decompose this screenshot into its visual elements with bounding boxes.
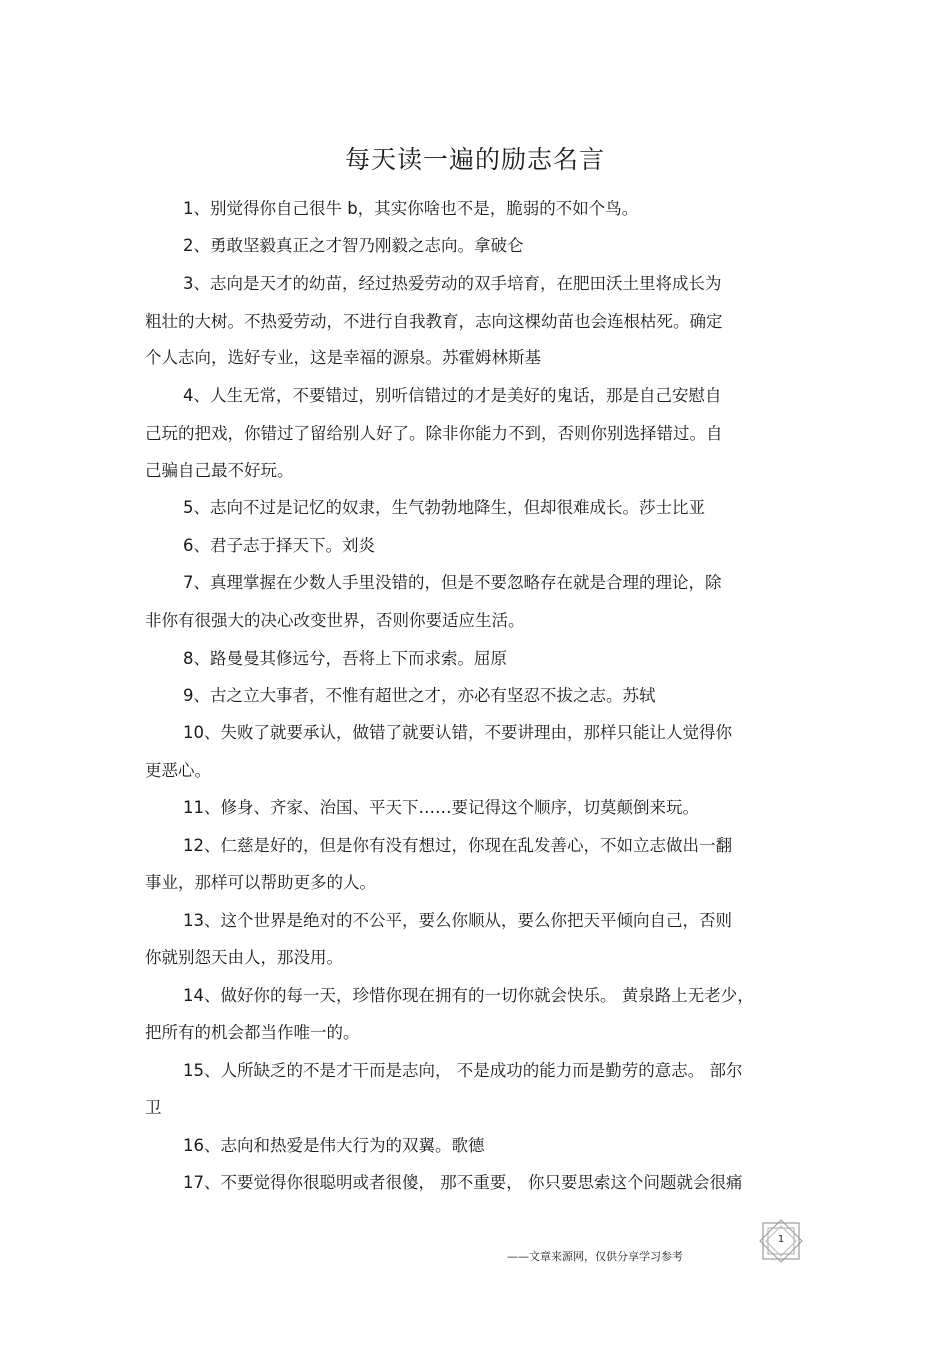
paragraph-10-line-2: 更恶心。 — [145, 761, 211, 780]
paragraph-14-line-2: 把所有的机会都当作唯一的。 — [145, 1023, 360, 1042]
paragraph-2-line-1: 2、勇敢坚毅真正之才智乃刚毅之志向。拿破仑 — [183, 236, 524, 255]
paragraph-4-line-2: 己玩的把戏，你错过了留给别人好了。除非你能力不到，否则你别选择错过。自 — [145, 424, 723, 443]
paragraph-17-line-1: 17、不要觉得你很聪明或者很傻， 那不重要， 你只要思索这个问题就会很痛 — [183, 1173, 743, 1192]
paragraph-7-line-1: 7、真理掌握在少数人手里没错的，但是不要忽略存在就是合理的理论，除 — [183, 573, 722, 592]
paragraph-12-line-1: 12、仁慈是好的，但是你有没有想过，你现在乱发善心，不如立志做出一翻 — [183, 836, 732, 855]
paragraph-16-line-1: 16、志向和热爱是伟大行为的双翼。歌德 — [183, 1136, 485, 1155]
paragraph-11-line-1: 11、修身、齐家、治国、平天下……要记得这个顺序，切莫颠倒来玩。 — [183, 798, 699, 817]
paragraph-3-line-3: 个人志向，选好专业，这是幸福的源泉。苏霍姆林斯基 — [145, 348, 541, 367]
paragraph-4-line-1: 4、人生无常，不要错过，别听信错过的才是美好的鬼话，那是自己安慰自 — [183, 386, 722, 405]
page-number: 1 — [777, 1234, 785, 1245]
paragraph-7-line-2: 非你有很强大的决心改变世界，否则你要适应生活。 — [145, 611, 525, 630]
paragraph-10-line-1: 10、失败了就要承认，做错了就要认错，不要讲理由，那样只能让人觉得你 — [183, 723, 732, 742]
paragraph-8-line-1: 8、路曼曼其修远兮，吾将上下而求索。屈原 — [183, 649, 507, 668]
paragraph-15-line-1: 15、人所缺乏的不是才干而是志向， 不是成功的能力而是勤劳的意志。 部尔 — [183, 1061, 743, 1080]
paragraph-3-line-1: 3、志向是天才的幼苗，经过热爱劳动的双手培育，在肥田沃土里将成长为 — [183, 274, 722, 293]
paragraph-3-line-2: 粗壮的大树。不热爱劳动，不进行自我教育，志向这棵幼苗也会连根枯死。确定 — [145, 312, 723, 331]
paragraph-12-line-2: 事业，那样可以帮助更多的人。 — [145, 873, 376, 892]
paragraph-5-line-1: 5、志向不过是记忆的奴隶，生气勃勃地降生，但却很难成长。莎士比亚 — [183, 498, 705, 517]
paragraph-4-line-3: 己骗自己最不好玩。 — [145, 461, 294, 480]
paragraph-15-line-2: 卫 — [145, 1098, 162, 1117]
paragraph-6-line-1: 6、君子志于择天下。刘炎 — [183, 536, 375, 555]
paragraph-1-line-1: 1、别觉得你自己很牛 b，其实你啥也不是，脆弱的不如个鸟。 — [183, 199, 639, 218]
paragraph-13-line-1: 13、这个世界是绝对的不公平，要么你顺从，要么你把天平倾向自己，否则 — [183, 911, 732, 930]
paragraph-9-line-1: 9、古之立大事者，不惟有超世之才，亦必有坚忍不拔之志。苏轼 — [183, 686, 656, 705]
page-title: 每天读一遍的励志名言 — [344, 145, 605, 174]
footer-source-note: ——文章来源网，仅供分享学习参考 — [507, 1250, 683, 1263]
page-number-badge — [757, 1219, 805, 1263]
paragraph-13-line-2: 你就别怨天由人，那没用。 — [145, 948, 343, 967]
paragraph-14-line-1: 14、做好你的每一天，珍惜你现在拥有的一切你就会快乐。 黄泉路上无老少， — [183, 986, 754, 1005]
